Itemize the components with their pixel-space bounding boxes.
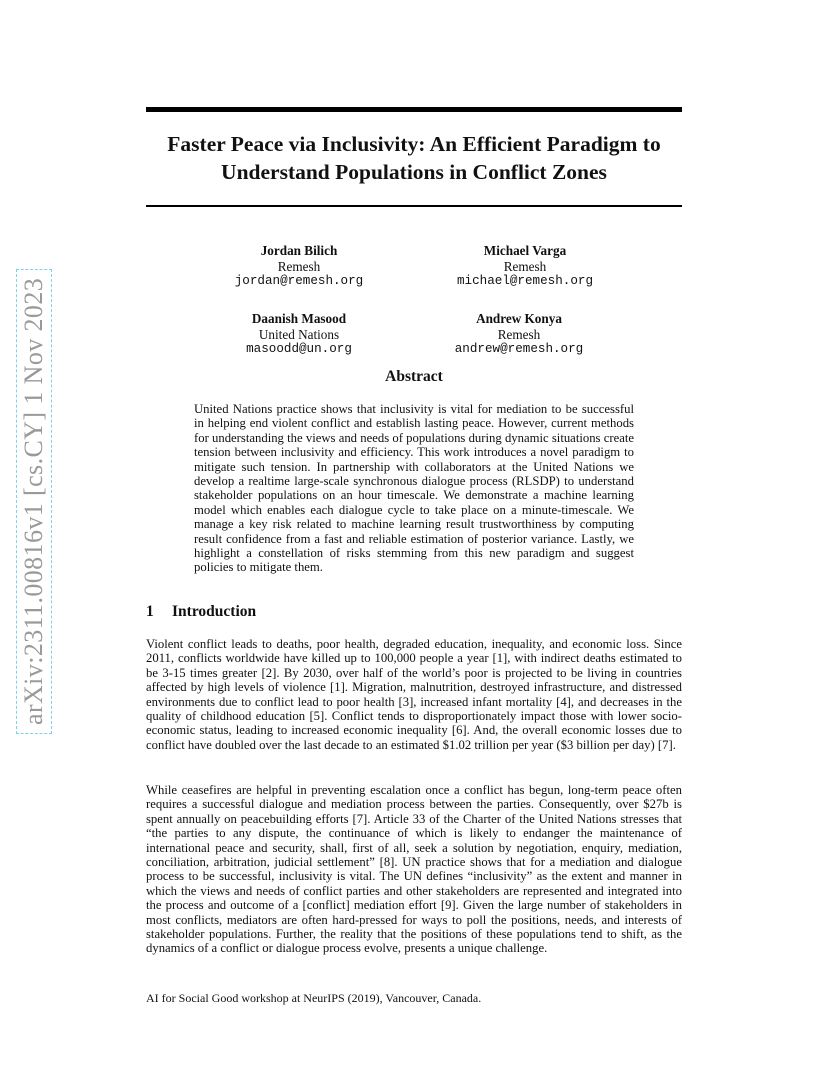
author-name: Jordan Bilich — [260, 243, 338, 258]
abstract-heading: Abstract — [385, 368, 443, 385]
intro-paragraph-2: While ceasefires are helpful in preventing escalation once a conflict has begun, long-term peace often requires a successful dialogue and mediation process between the parties. Consequently, over $27b is spent annually on peacebuilding efforts [7]. Article 33 of the Charter of the United Nations stresses that “the parties to any dispute, the continuance of which is likely to endanger the maintenance of international peace and security, shall, first of all, seek a solution by negotiation, enquiry, mediation, conciliation, arbitration, judicial settlement” [8]. UN practice shows that for a mediation and dialogue process to be successful, inclusivity is vital. The UN defines “inclusivity” as the extent and manner in which the views and needs of conflict parties and other stakeholders are represented and integrated into the process and outcome of a [conflict] mediation effort [9]. Given the large number of stakeholders in most conflicts, mediators are often hard-pressed for ways to poll the positions, needs, and interests of stakeholder populations. Further, the reality that the positions of these populations tend to shift, as the dynamics of a conflict or dialogue process evolve, presents a unique challenge. — [146, 783, 682, 956]
paper-title: Faster Peace via Inclusivity: An Efficient Paradigm to Understand Populations in Conflict Zones — [167, 132, 661, 184]
author-3 — [174, 311, 424, 358]
author-email: masoodd@un.org — [246, 342, 352, 356]
author-email: michael@remesh.org — [456, 274, 594, 288]
author-name: Daanish Masood — [251, 311, 347, 326]
author-affiliation: Remesh — [497, 326, 541, 342]
title-rule-bottom — [146, 205, 682, 207]
abstract-text: United Nations practice shows that inclusivity is vital for mediation to be successful in helping end violent conflict and establish lasting peace. However, current methods for understanding the views and needs of populations during dynamic situations create tension between inclusivity and efficiency. This work introduces a novel paradigm to mitigate such tension. In partnership with collaborators at the United Nations we develop a realtime large-scale synchronous dialogue process (RLSDP) to understand stakeholder populations on an hour timescale. We demonstrate a machine learning model which enables each dialogue cycle to take place on a minute-timescale. We manage a key risk related to machine learning result trustworthiness by computing result confidence from a fast and reliable estimation of posterior variance. Lastly, we highlight a constellation of risks stemming from this new paradigm and suggest policies to mitigate them. — [194, 402, 634, 575]
arxiv-stamp: arXiv:2311.00816v1 [cs.CY] 1 Nov 2023 — [16, 269, 52, 734]
title-rule-top — [146, 107, 682, 112]
author-4 — [394, 311, 644, 358]
author-affiliation: Remesh — [503, 258, 547, 274]
section-number: 1 — [146, 603, 154, 620]
author-2 — [400, 243, 650, 290]
author-email: andrew@remesh.org — [454, 342, 584, 356]
section-title: Introduction — [172, 603, 257, 620]
author-1 — [174, 243, 424, 290]
author-affiliation: Remesh — [277, 258, 321, 274]
section-heading — [146, 603, 256, 621]
intro-paragraph-1: Violent conflict leads to deaths, poor health, degraded education, inequality, and economic loss. Since 2011, conflicts worldwide have killed up to 100,000 people a year [1], with indirect deaths estimated to be 3-15 times greater [2]. By 2030, over half of the world’s poor is projected to be living in countries affected by high levels of violence [1]. Migration, malnutrition, destroyed infrastructure, and distressed environments due to conflict lead to poor health [3], increased infant mortality [4], and decreases in the quality of childhood education [5]. Conflict tends to disproportionately impact those with lower socio-economic status, leading to increased economic inequality [6]. And, the overall economic losses due to conflict have doubled over the last decade to an estimated $1.02 trillion per year ($3 billion per day) [7]. — [146, 637, 682, 752]
author-affiliation: United Nations — [258, 326, 340, 342]
author-email: jordan@remesh.org — [234, 274, 364, 288]
footer-note: AI for Social Good workshop at NeurIPS (2019), Vancouver, Canada. — [146, 991, 482, 1005]
author-name: Andrew Konya — [476, 311, 562, 326]
author-name: Michael Varga — [483, 243, 567, 258]
